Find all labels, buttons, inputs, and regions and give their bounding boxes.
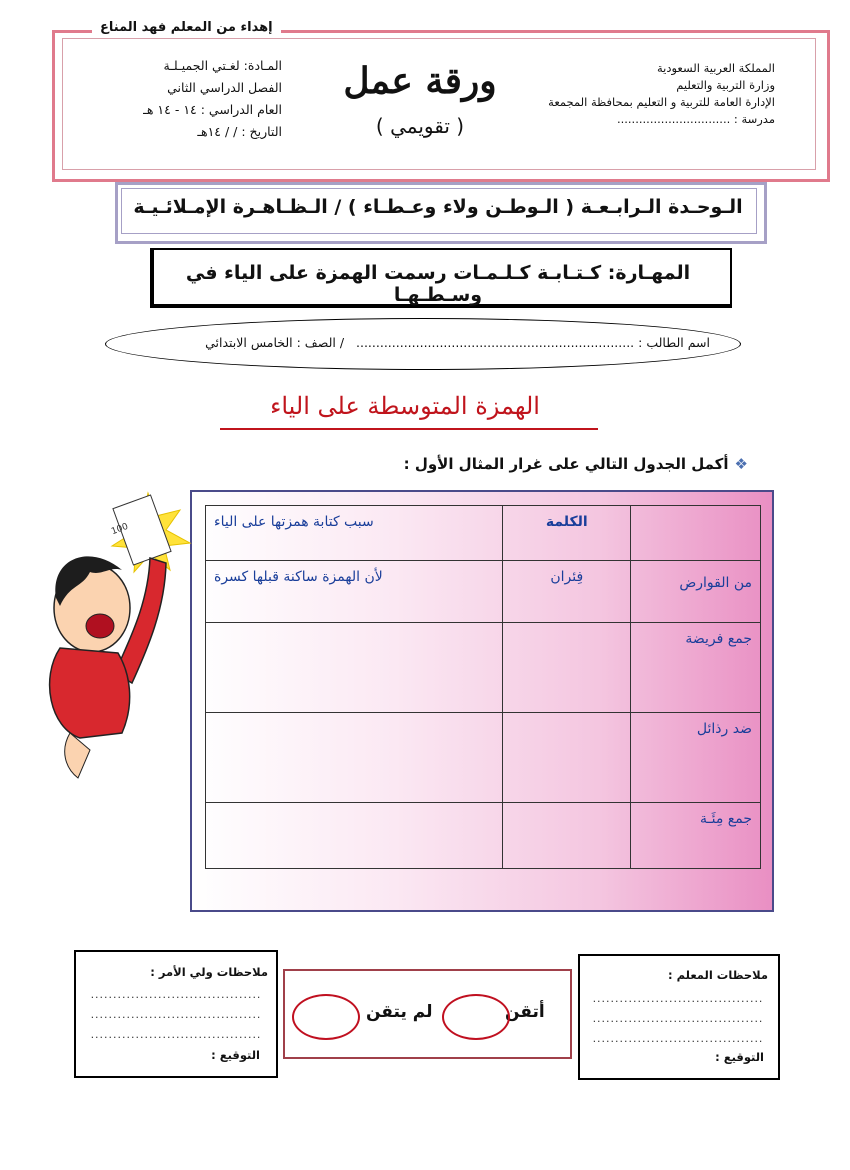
cheering-boy-illustration <box>30 488 195 788</box>
table-header-row <box>206 506 761 561</box>
not-mastered-label: لم يتقن <box>366 1002 433 1022</box>
teacher-notes-line[interactable]: ...................................... <box>592 1012 764 1025</box>
header-clue-cell <box>631 506 761 561</box>
mouth <box>86 614 114 638</box>
teacher-signature[interactable]: التوقيع : <box>715 1050 764 1064</box>
not-mastered-circle[interactable] <box>292 994 360 1040</box>
parent-notes-line[interactable]: ...................................... <box>90 988 262 1001</box>
reason-cell[interactable]: لأن الهمزة ساكنة قبلها كسرة <box>206 561 503 623</box>
table-row <box>206 713 761 803</box>
date-field[interactable]: التاريخ : / / ١٤هـ <box>197 124 282 139</box>
ministry-line: وزارة التربية والتعليم <box>676 78 775 92</box>
skill-title: المهـارة: كـتـابـة كـلـمـات رسمت الهمزة على الياء في وسـطـهـا <box>185 262 691 306</box>
worksheet-title: ورقة عمل <box>343 60 497 102</box>
parent-notes-title: ملاحظات ولي الأمر : <box>150 965 268 979</box>
mastered-circle[interactable] <box>442 994 510 1040</box>
reason-cell[interactable] <box>206 713 503 803</box>
hand <box>65 733 90 778</box>
table-row <box>206 623 761 713</box>
instruction-text: أكمل الجدول التالي على غرار المثال الأول : <box>403 455 729 473</box>
clue-cell: جمع مِئَـة <box>631 803 761 869</box>
parent-notes-line[interactable]: ...................................... <box>90 1028 262 1041</box>
word-cell[interactable] <box>503 623 631 713</box>
clue-cell: من القوارض <box>631 561 761 623</box>
term-text: الفصل الدراسي الثاني <box>167 80 282 95</box>
teacher-notes-line[interactable]: ...................................... <box>592 992 764 1005</box>
school-field[interactable]: مدرسة : ............................... <box>616 112 775 126</box>
ministry-line: الإدارة العامة للتربية و التعليم بمحافظة المجمعة <box>548 95 775 109</box>
student-name-label: اسم الطالب <box>646 335 710 350</box>
parent-notes-line[interactable]: ...................................... <box>90 1008 262 1021</box>
student-name-field[interactable]: : ...................................................................... <box>356 335 643 350</box>
word-cell[interactable]: فِئران <box>503 561 631 623</box>
exercise-table <box>205 505 761 869</box>
credit-text: إهداء من المعلم فهد المناع <box>92 20 281 35</box>
clue-cell: ضد رذائل <box>631 713 761 803</box>
clue-cell: جمع فريضة <box>631 623 761 713</box>
info-block <box>72 55 282 143</box>
diamond-icon: ❖ <box>734 455 748 473</box>
subject-text: المـادة: لغـتي الجميـلـة <box>163 58 282 73</box>
body <box>50 648 130 738</box>
ministry-line: المملكة العربية السعودية <box>657 61 775 75</box>
header-reason-cell: سبب كتابة همزتها على الياء <box>206 506 503 561</box>
teacher-notes-title: ملاحظات المعلم : <box>668 968 768 982</box>
heading-underline <box>220 428 598 430</box>
table-row <box>206 803 761 869</box>
worksheet-subtitle: ( تقويمي ) <box>375 114 465 138</box>
parent-signature[interactable]: التوقيع : <box>211 1048 260 1062</box>
lesson-heading: الهمزة المتوسطة على الياء <box>270 392 540 420</box>
reason-cell[interactable] <box>206 623 503 713</box>
table-row <box>206 561 761 623</box>
word-cell[interactable] <box>503 803 631 869</box>
student-line <box>150 335 710 350</box>
header-word-cell: الكلمة <box>503 506 631 561</box>
word-cell[interactable] <box>503 713 631 803</box>
reason-cell[interactable] <box>206 803 503 869</box>
svg-text:100: 100 <box>110 521 130 538</box>
ministry-block <box>505 60 775 128</box>
instruction <box>404 455 748 473</box>
mastered-label: أتقن <box>505 1002 545 1022</box>
unit-title: الـوحـدة الـرابـعـة ( الـوطـن ولاء وعـطـاء ) / الـظـاهـرة الإمـلائـيـة <box>133 196 743 218</box>
teacher-notes-line[interactable]: ...................................... <box>592 1032 764 1045</box>
year-field[interactable]: العام الدراسي : ١٤ - ١٤ هـ <box>143 102 282 117</box>
student-class-text: / الصف : الخامس الابتدائي <box>205 335 345 350</box>
